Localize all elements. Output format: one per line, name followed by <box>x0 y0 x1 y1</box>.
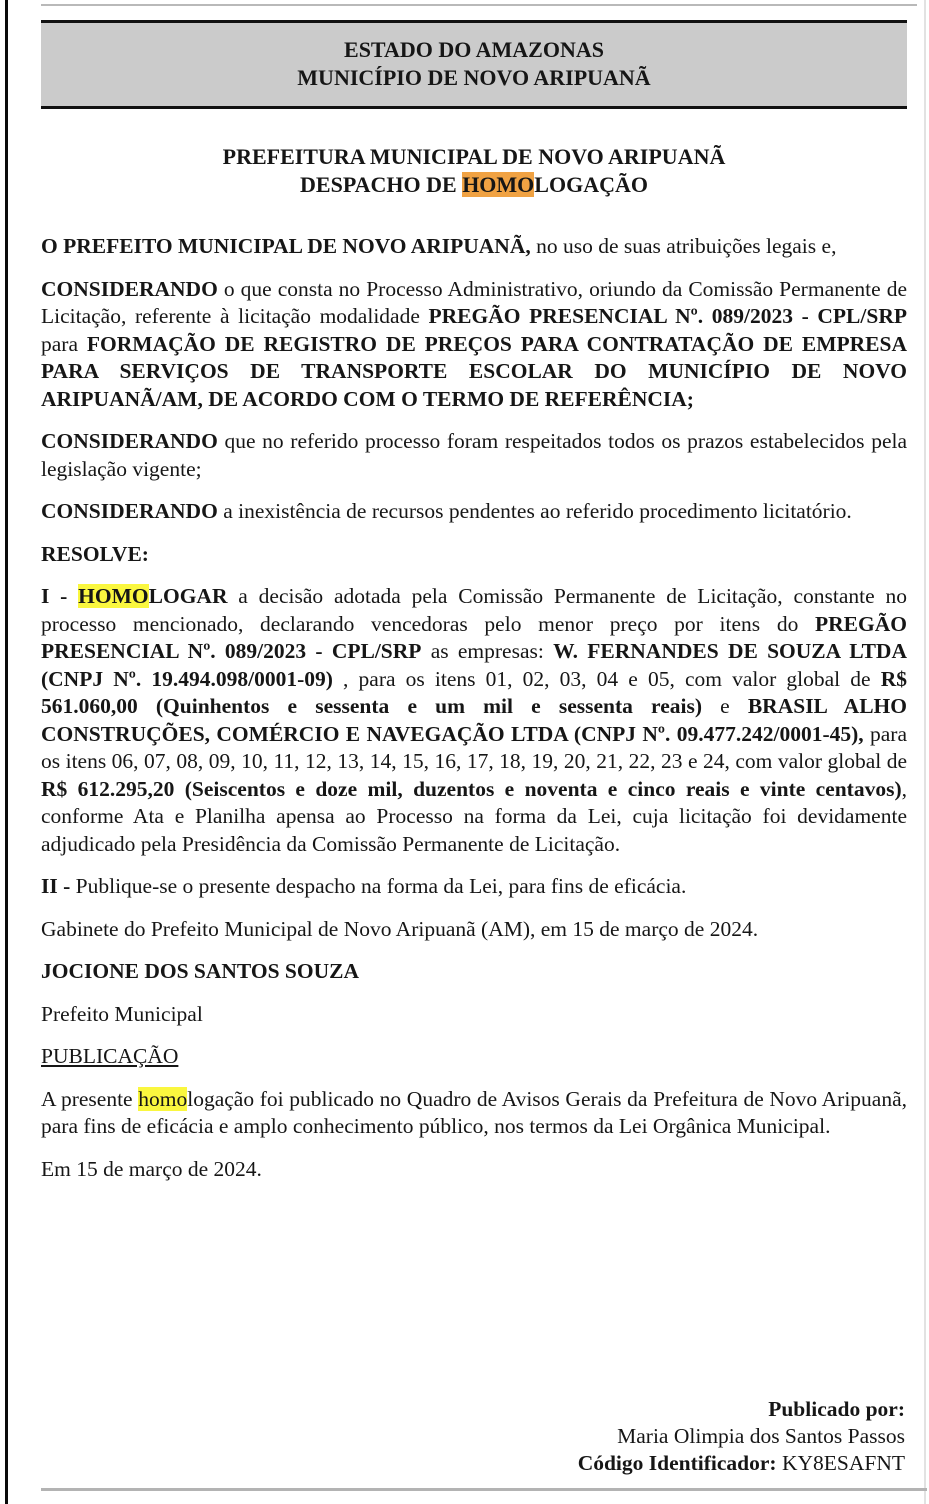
letterhead-state: ESTADO DO AMAZONAS <box>344 37 604 62</box>
paragraph-considerando-1 <box>41 276 907 414</box>
signature-name <box>41 958 907 986</box>
page-right-border <box>924 0 926 1504</box>
paragraph-publication-date <box>41 1156 907 1184</box>
paragraph-opening <box>41 233 907 261</box>
text-segment: as empresas: <box>421 639 554 663</box>
text-segment: A presente <box>41 1086 139 1111</box>
text-segment: CONSIDERANDO <box>41 429 218 453</box>
text-segment: Publique-se o presente despacho na forma da Lei, para fins de eficácia. <box>75 874 687 898</box>
text-segment: o que consta no Processo Administrativo, oriundo da Comissão Permanente de Licitação, referente à licitação modalidade <box>41 276 907 328</box>
publication-footer <box>41 1396 905 1477</box>
paragraph-resolve <box>41 541 907 569</box>
text-segment: R$ 612.295,20 (Seiscentos e doze mil, duzentos e noventa e cinco reais e vinte centavos) <box>41 776 902 801</box>
text-segment: no uso de suas atribuições legais e, <box>530 234 837 258</box>
text-segment: II - <box>41 874 76 898</box>
highlighted-term-homologacao: homo <box>138 1086 188 1111</box>
text-segment: FORMAÇÃO DE REGISTRO DE PREÇOS PARA CONTRATAÇÃO DE EMPRESA PARA SERVIÇOS DE TRANSPORTE ESCOLAR DO MUNICÍPIO DE NOVO ARIPUANÃ/AM, DE ACORDO COM O TERMO DE REFERÊNCIA; <box>41 331 907 411</box>
published-by-name: Maria Olimpia dos Santos Passos <box>617 1424 905 1448</box>
paragraph-considerando-3 <box>41 498 907 526</box>
text-segment: I - <box>41 584 79 608</box>
text-segment: e <box>702 694 748 718</box>
paragraph-publication-text <box>41 1086 907 1141</box>
text-segment: Em 15 de março de 2024. <box>41 1156 262 1181</box>
text-segment: W. FERNANDES DE SOUZA LTDA (CNPJ Nº. 19.494.098/0001-09) <box>41 639 907 691</box>
text-segment: LOGAR <box>148 584 228 608</box>
paragraph-item-2-publique <box>41 873 907 901</box>
published-by-label: Publicado por: <box>768 1397 905 1421</box>
document-title <box>41 143 907 199</box>
paragraph-item-1-homologar <box>41 583 907 858</box>
text-segment: que no referido processo foram respeitados todos os prazos estabelecidos pela legislação vigente; <box>41 429 907 481</box>
publicacao-heading <box>41 1043 907 1071</box>
text-segment: Código Identificador: <box>577 1451 777 1475</box>
text-segment: LOGAÇÃO <box>534 172 648 197</box>
letterhead-box <box>41 20 907 109</box>
text-segment: RESOLVE: <box>41 541 149 566</box>
text-segment: PREGÃO PRESENCIAL Nº. 089/2023 - CPL/SRP <box>41 611 907 663</box>
text-segment: , conforme Ata e Planilha apensa ao Processo na forma da Lei, cuja licitação foi devidamente adjudicado pela Presidência da Comissão Permanente de Licitação. <box>41 776 907 856</box>
signature-role <box>41 1001 907 1029</box>
highlighted-term-homo-title: HOMO <box>462 172 535 197</box>
text-segment: , para os itens 01, 02, 03, 04 e 05, com valor global de <box>332 666 881 691</box>
text-segment: PREGÃO PRESENCIAL Nº. 089/2023 - CPL/SRP <box>428 304 907 328</box>
text-segment: DESPACHO DE <box>300 172 463 197</box>
document-title-line2 <box>41 171 907 199</box>
text-segment: CONSIDERANDO <box>41 276 218 301</box>
text-segment: Gabinete do Prefeito Municipal de Novo Aripuanã (AM), em 15 de março de 2024. <box>41 916 759 941</box>
text-segment: KY8ESAFNT <box>776 1451 905 1475</box>
text-segment: a inexistência de recursos pendentes ao referido procedimento licitatório. <box>217 499 852 523</box>
document-body <box>41 0 907 1198</box>
text-segment: logação foi publicado no Quadro de Avisos Gerais da Prefeitura de Novo Aripuanã, para fins de eficácia e amplo conhecimento público, nos termos da Lei Orgânica Municipal. <box>41 1086 908 1138</box>
text-segment: a decisão adotada pela Comissão Permanente de Licitação, constante no processo mencionado, declarando vencedoras pelo menor preço por itens do <box>41 584 907 636</box>
text-segment: R$ 561.060,00 (Quinhentos e sessenta e um mil e sessenta reais) <box>41 666 907 718</box>
text-segment: para os itens 06, 07, 08, 09, 10, 11, 12, 13, 14, 15, 16, 17, 18, 19, 20, 21, 22, 23 e 24, com valor global de <box>41 721 907 773</box>
page-bottom-divider <box>41 1488 927 1491</box>
text-segment: BRASIL ALHO CONSTRUÇÕES, COMÉRCIO E NAVEGAÇÃO LTDA (CNPJ Nº. 09.477.242/0001-45), <box>41 694 907 746</box>
paragraph-considerando-2 <box>41 428 907 483</box>
highlighted-term-homologar: HOMO <box>78 584 149 608</box>
identifier-code <box>41 1450 905 1477</box>
text-segment: Prefeito Municipal <box>41 1001 203 1026</box>
letterhead-municipality: MUNICÍPIO DE NOVO ARIPUANÃ <box>297 65 651 90</box>
paragraph-gabinete <box>41 916 907 944</box>
document-title-line1: PREFEITURA MUNICIPAL DE NOVO ARIPUANÃ <box>222 144 726 169</box>
text-segment: JOCIONE DOS SANTOS SOUZA <box>41 959 360 983</box>
page-left-border <box>5 0 8 1504</box>
text-segment: O PREFEITO MUNICIPAL DE NOVO ARIPUANÃ, <box>41 234 531 258</box>
text-segment: PUBLICAÇÃO <box>41 1044 179 1068</box>
text-segment: CONSIDERANDO <box>41 499 218 523</box>
text-segment: para <box>41 331 87 356</box>
